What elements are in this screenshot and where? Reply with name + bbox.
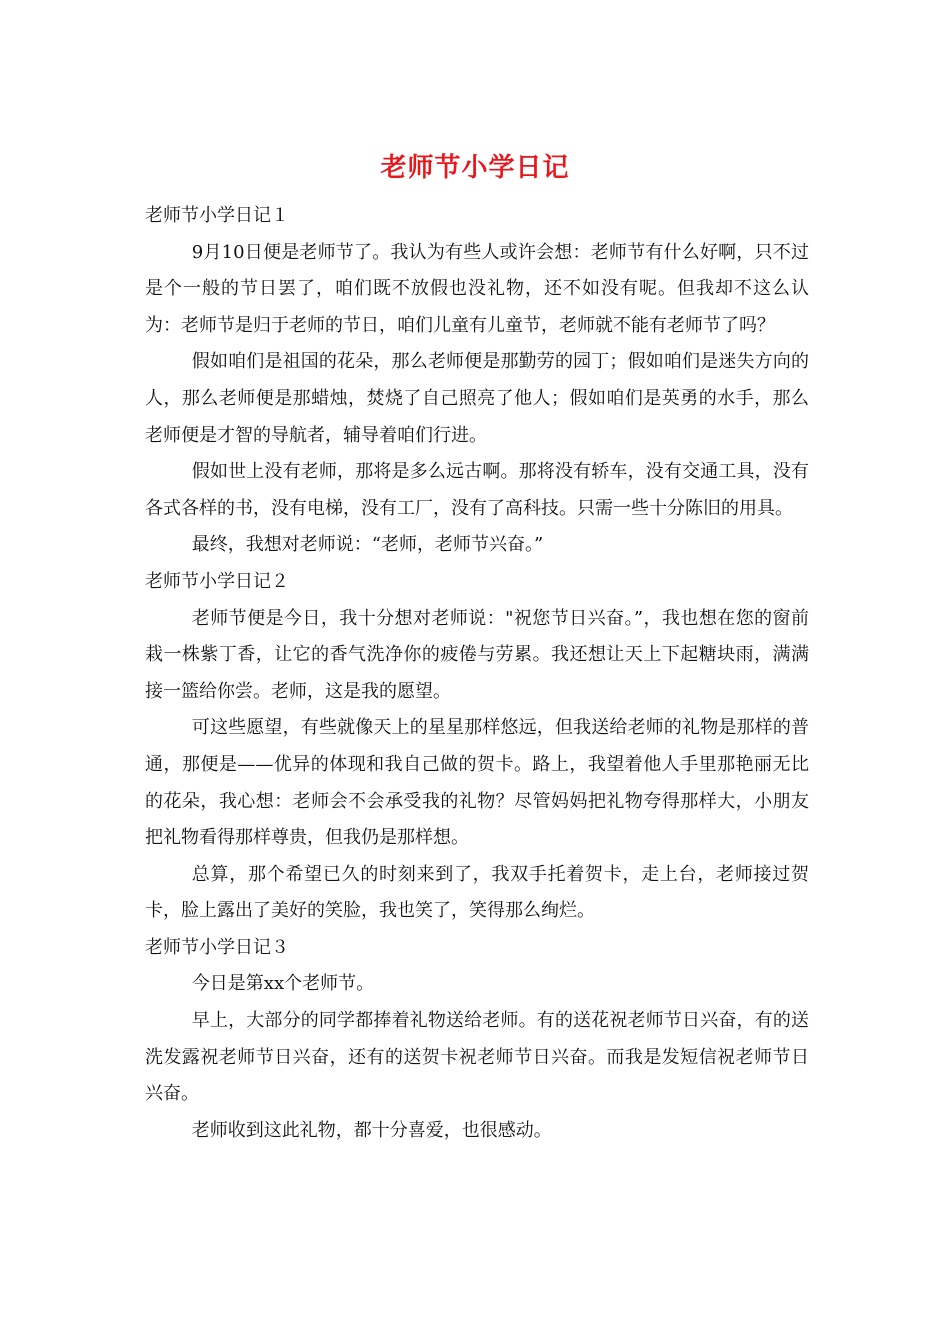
paragraph: 总算，那个希望已久的时刻来到了，我双手托着贺卡，走上台，老师接过贺卡，脸上露出了美好的笑脸，我也笑了，笑得那么绚烂。 <box>145 863 809 922</box>
section-heading: 老师节小学日记２ <box>145 570 289 592</box>
paragraph: 早上，大部分的同学都捧着礼物送给老师。有的送花祝老师节日兴奋，有的送洗发露祝老师节日兴奋，还有的送贺卡祝老师节日兴奋。而我是发短信祝老师节日兴奋。 <box>145 1010 809 1105</box>
paragraph: 假如世上没有老师，那将是多么远古啊。那将没有轿车，没有交通工具，没有各式各样的书，没有电梯，没有工厂，没有了高科技。只需一些十分陈旧的用具。 <box>145 461 809 519</box>
section-heading: 老师节小学日记３ <box>145 936 289 958</box>
paragraph: 老师节便是今日，我十分想对老师说："祝您节日兴奋。”，我也想在您的窗前栽一株紫丁香，让它的香气洗净你的疲倦与劳累。我还想让天上下起糖块雨，满满接一篮给你尝。老师，这是我的愿望。 <box>145 607 809 702</box>
diary-section-2 <box>145 564 809 930</box>
paragraph: 可这些愿望，有些就像天上的星星那样悠远，但我送给老师的礼物是那样的普通，那便是——优异的体现和我自己做的贺卡。路上，我望着他人手里那艳丽无比的花朵，我心想：老师会不会承受我的礼物？尽管妈妈把礼物夸得那样大，小朋友把礼物看得那样尊贵，但我仍是那样想。 <box>145 717 809 849</box>
section-heading: 老师节小学日记１ <box>145 205 289 226</box>
paragraph: 最终，我想对老师说：“老师，老师节兴奋。” <box>191 534 544 556</box>
paragraph: 今日是第xx个老师节。 <box>191 973 375 995</box>
paragraph: 假如咱们是祖国的花朵，那么老师便是那勤劳的园丁；假如咱们是迷失方向的人，那么老师便是那蜡烛，焚烧了自己照亮了他人；假如咱们是英勇的水手，那么老师便是才智的导航者，辅导着咱们行进。 <box>145 351 809 446</box>
document-body <box>145 198 809 1149</box>
document-title: 老师节小学日记 <box>380 153 570 183</box>
paragraph: 老师收到这此礼物，都十分喜爱，也很感动。 <box>191 1119 552 1141</box>
diary-section-1 <box>145 198 809 564</box>
diary-section-3 <box>145 930 809 1150</box>
paragraph: 9月10日便是老师节了。我认为有些人或许会想：老师节有什么好啊，只不过是个一般的节日罢了，咱们既不放假也没礼物，还不如没有呢。但我却不这么认为：老师节是归于老师的节日，咱们儿童有儿童节，老师就不能有老师节了吗？ <box>145 241 809 336</box>
